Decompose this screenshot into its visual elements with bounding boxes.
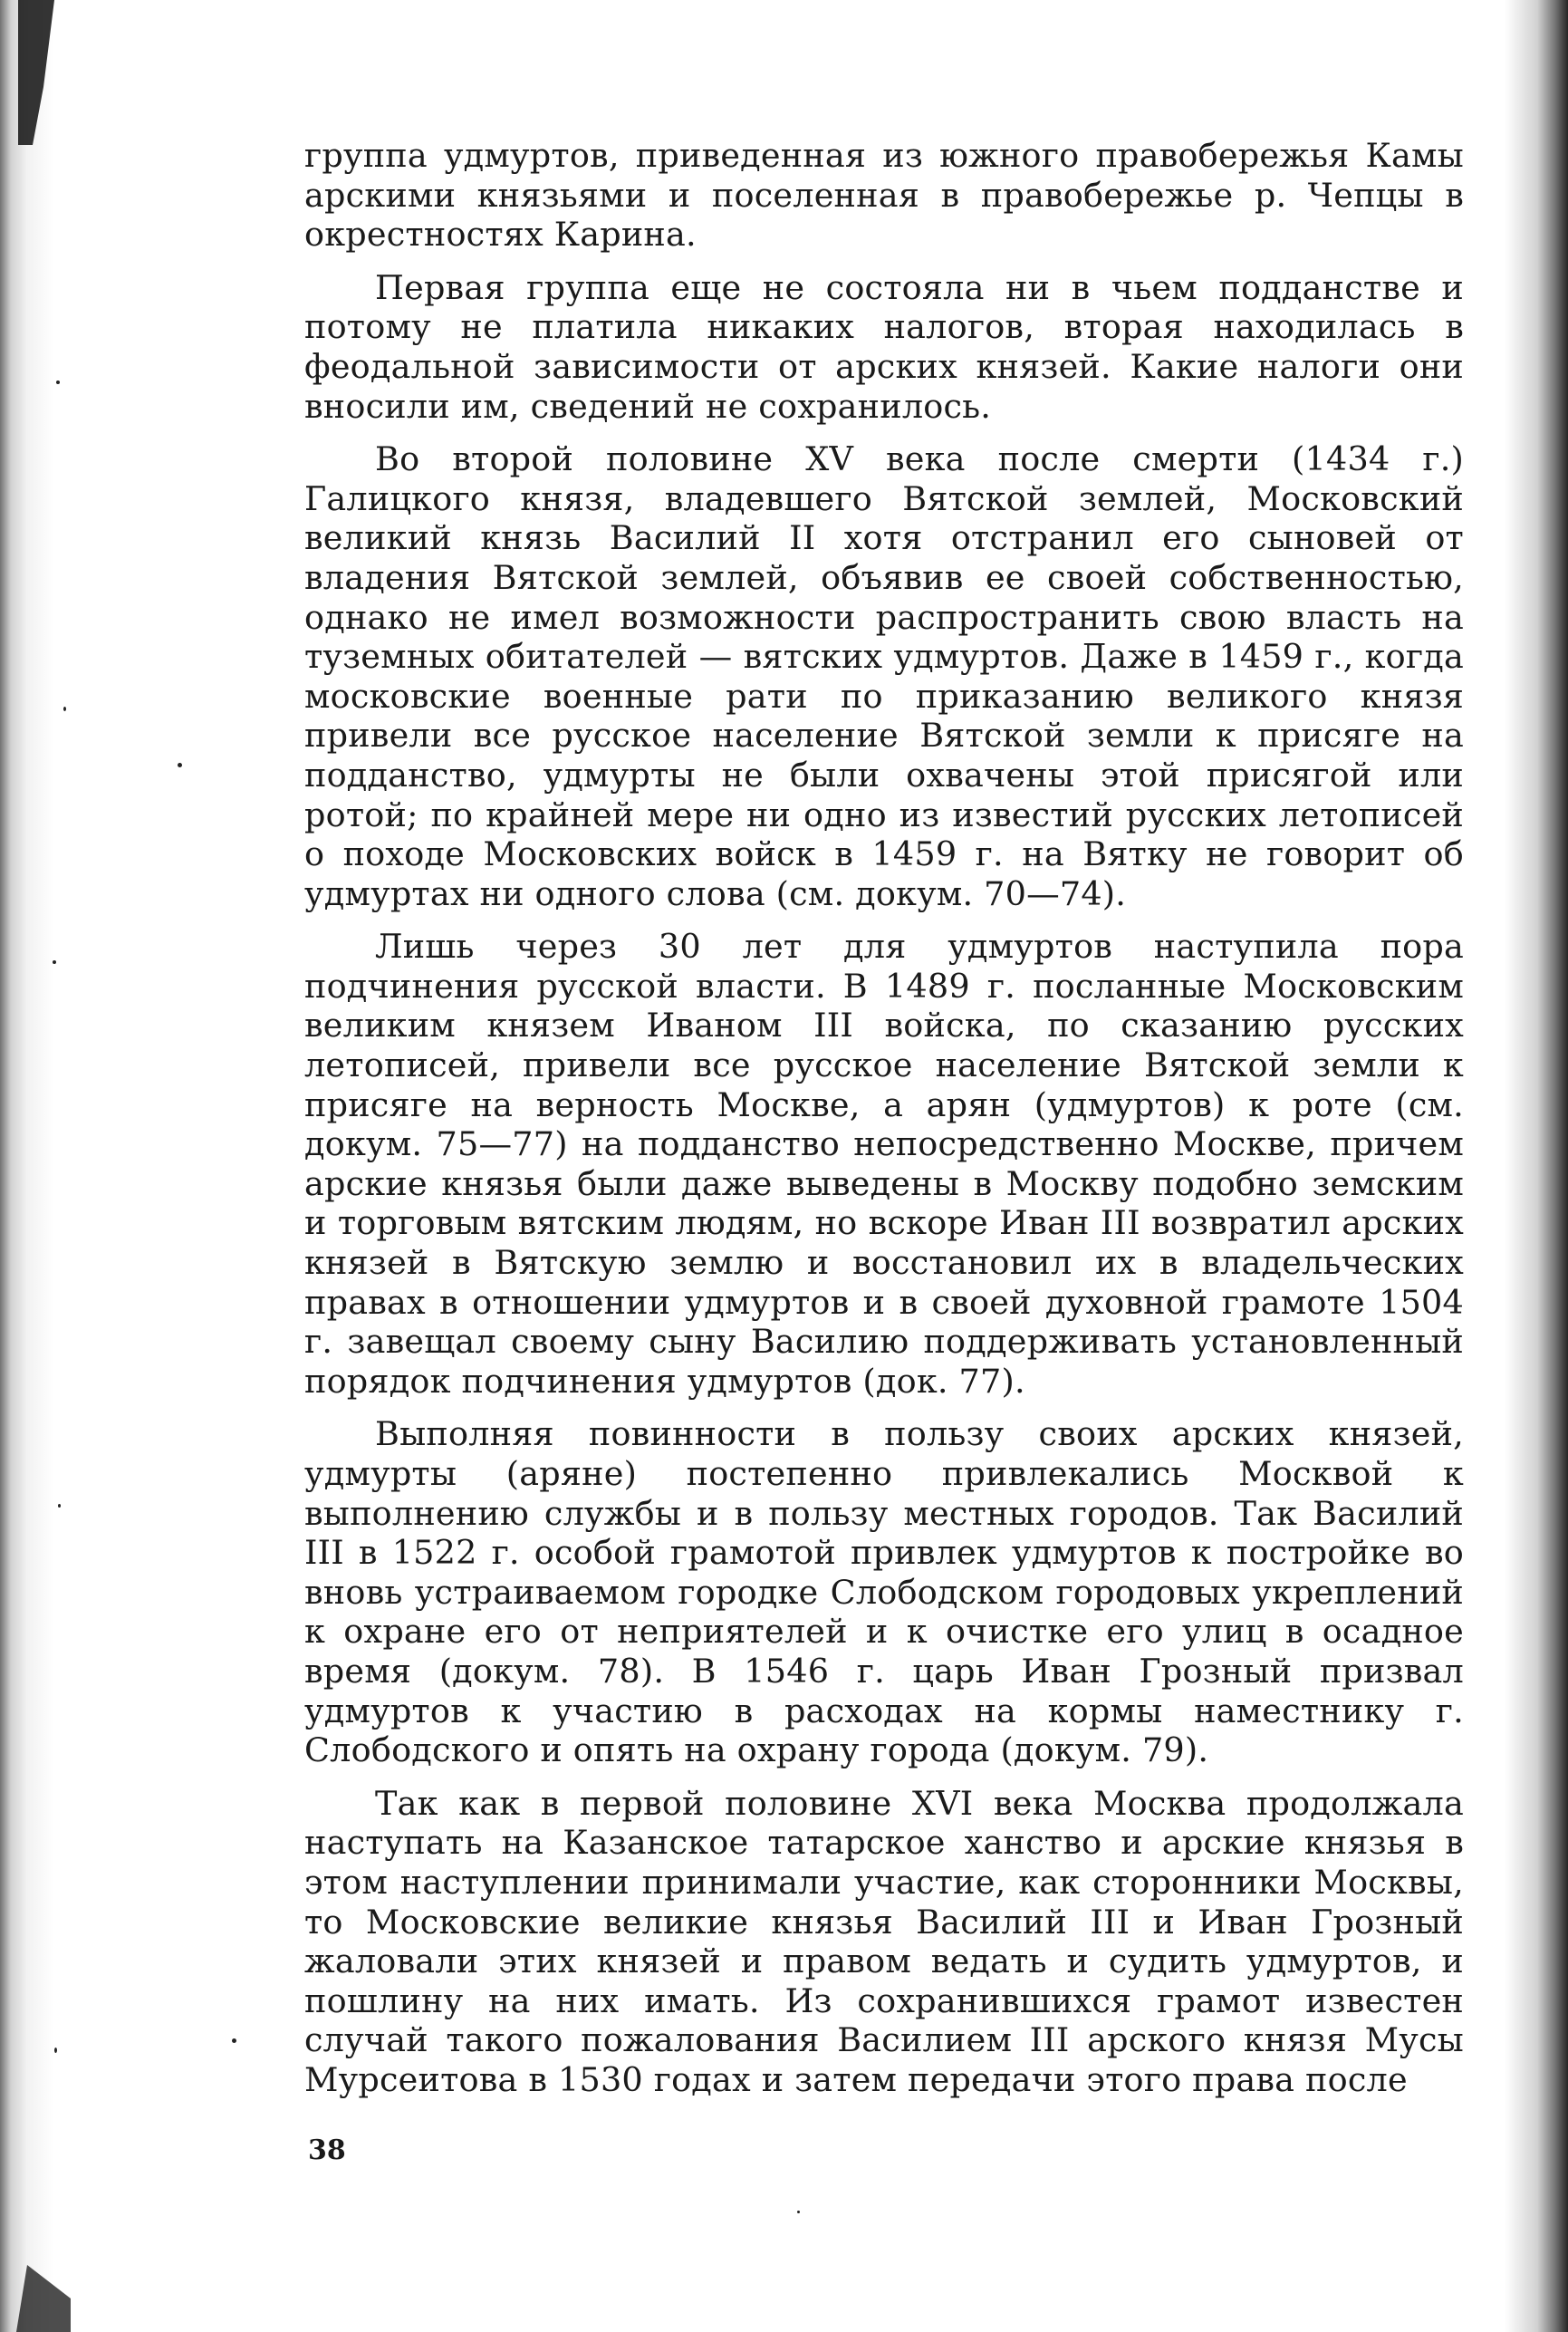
paragraph-5: Выполняя повинности в пользу своих арских князей, удмурты (аряне) постепенно привлекались Москвой к выполнению службы и в пользу местных городов. Так Василий III в 1522 г. особой грамотой привлек удмуртов к постройке во вновь устраиваемом городке Слободском городовых укреплений к охране его от неприятелей и к очистке его улиц в осадное время (докум. 78). В 1546 г. царь Иван Грозный призвал удмуртов к участию в расходах на кормы наместнику г. Слободского и опять на охрану города (докум. 79).: [304, 1414, 1464, 1770]
scan-speck: [53, 960, 56, 964]
scan-speck: [56, 381, 60, 384]
scan-speck: [797, 2211, 800, 2213]
scan-speck: [178, 763, 182, 767]
paragraph-3: Во второй половине XV века после смерти (1434 г.) Галицкого князя, владевшего Вятской землей, Московский великий князь Василий II хотя отстранил его сыновей от владения Вятской землей, объявив ее своей собственностью, однако не имел возможности распространить свою власть на туземных обитателей — вятских удмуртов. Даже в 1459 г., когда московские военные рати по приказанию великого князя привели все русское население Вятской земли к присяге на подданство, удмурты не были охвачены этой присягой или ротой; по крайней мере ни одно из известий русских летописей о походе Московских войск в 1459 г. на Вятку не говорит об удмуртах ни одного слова (см. докум. 70—74).: [304, 439, 1464, 913]
scan-speck: [58, 1504, 61, 1508]
page-number: 38: [308, 2134, 346, 2166]
page-body: [304, 136, 1464, 2114]
scan-speck: [63, 707, 66, 711]
scan-edge-right: [1482, 0, 1568, 2332]
scan-speck: [54, 2048, 57, 2053]
paragraph-1: группа удмуртов, приведенная из южного правобережья Камы арскими князьями и поселенная в правобережье р. Чепцы в окрестностях Карина.: [304, 136, 1464, 255]
scan-speck: [232, 2038, 236, 2043]
paragraph-6: Так как в первой половине XVI века Москва продолжала наступать на Казанское татарское ханство и арские князья в этом наступлении принимали участие, как сторонники Москвы, то Московские великие князья Василий III и Иван Грозный жаловали этих князей и правом ведать и судить удмуртов, и пошлину на них имать. Из сохранившихся грамот известен случай такого пожалования Василием III арского князя Мусы Мурсеитова в 1530 годах и затем передачи этого права после: [304, 1783, 1464, 2099]
paragraph-2: Первая группа еще не состояла ни в чьем подданстве и потому не платила никаких налогов, вторая находилась в феодальной зависимости от арских князей. Какие налоги они вносили им, сведений не сохранилось.: [304, 267, 1464, 426]
paragraph-4: Лишь через 30 лет для удмуртов наступила пора подчинения русской власти. В 1489 г. посланные Московским великим князем Иваном III войска, по сказанию русских летописей, привели все русское население Вятской земли к присяге на верность Москве, а арян (удмуртов) к роте (см. докум. 75—77) на подданство непосредственно Москве, причем арские князья были даже выведены в Москву подобно земским и торговым вятским людям, но вскоре Иван III возвратил арских князей в Вятскую землю и восстановил их в владельческих правах в отношении удмуртов и в своей духовной грамоте 1504 г. завещал своему сыну Василию поддерживать установленный порядок подчинения удмуртов (док. 77).: [304, 927, 1464, 1401]
scan-edge-left: [0, 0, 82, 2332]
